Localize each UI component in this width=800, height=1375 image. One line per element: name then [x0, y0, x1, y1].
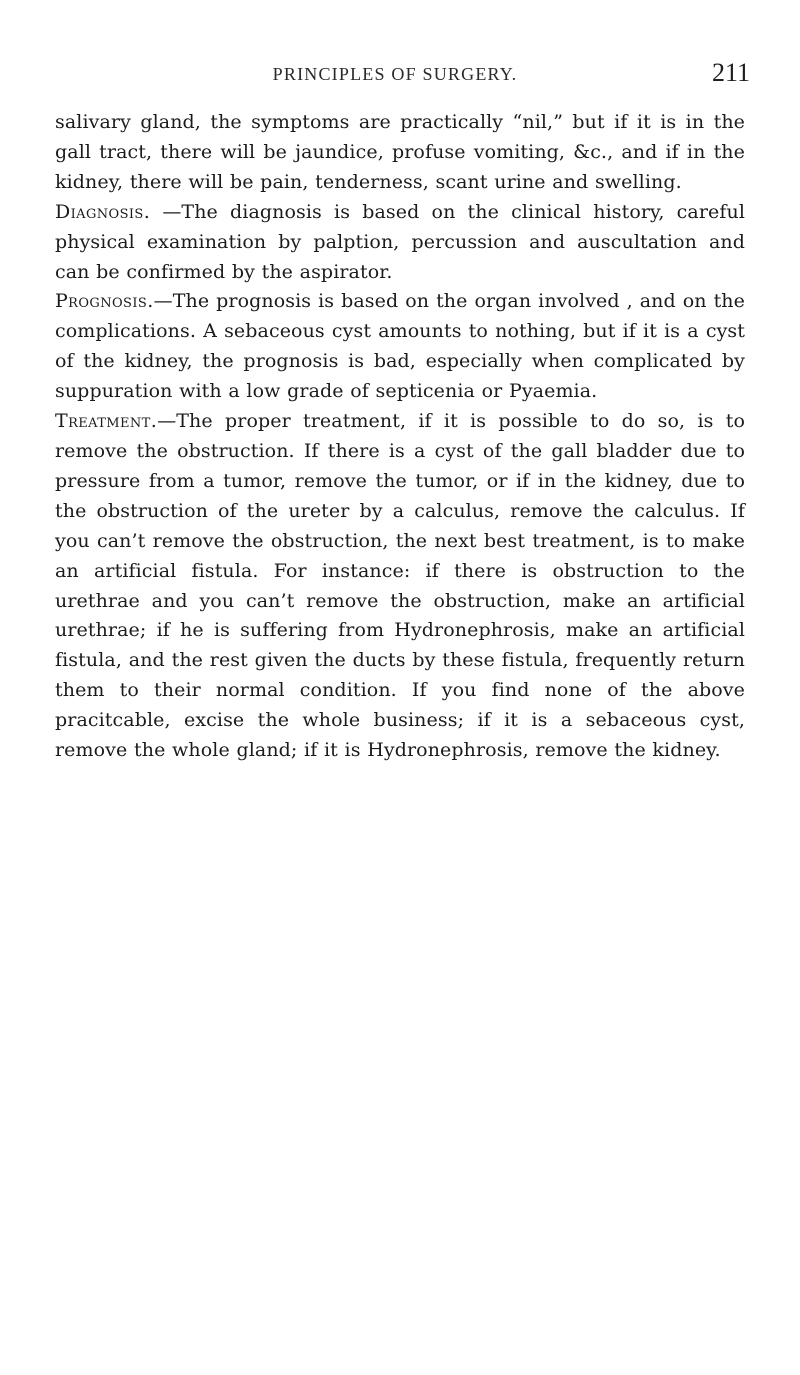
- paragraph-treatment-text: —The proper treatment, if it is possible to do so, is to remove the obstruction. If there is a cyst of the gall bladder due to pressure from a tumor, remove the tumor, or if in the kidney, due to the obstruction of the ureter by a calculus, remove the calculus. If you can’t remove the obstruction, the next best treatment, is to make an artificial fistula. For instance: if there is obstruction to the urethrae and you can’t remove the obstruction, make an artificial urethrae; if he is suffering from Hydronephrosis, make an artificial fistula, and the rest given the ducts by these fistula, frequently return them to their normal condition. If you find none of the above pracitcable, excise the whole business; if it is a sebaceous cyst, remove the whole gland; if it is Hydronephrosis, remove the kidney.: [55, 410, 745, 762]
- paragraph-symptoms-text: salivary gland, the symptoms are practically “nil,” but if it is in the gall tract, there will be jaundice, profuse vomiting, &c., and if in the kidney, there will be pain, tenderness, scant urine and swelling.: [55, 111, 745, 193]
- paragraph-prognosis: [55, 287, 745, 407]
- heading-diagnosis: Diagnosis.: [55, 200, 151, 223]
- page-number: 211: [711, 58, 750, 87]
- paragraph-diagnosis: [55, 198, 745, 288]
- running-head: PRINCIPLES OF SURGERY.: [272, 64, 518, 84]
- page-header: [40, 58, 750, 96]
- paragraph-treatment: [55, 407, 745, 766]
- paragraph-diagnosis-text: —The diagnosis is based on the clinical history, careful physical examination by palption, percussion and auscultation and can be confirmed by the aspirator.: [55, 200, 745, 283]
- body-text: [55, 108, 745, 766]
- heading-treatment: Treatment.: [55, 410, 158, 433]
- paragraph-prognosis-text: —The prognosis is based on the organ involved , and on the complications. A sebaceous cyst amounts to nothing, but if it is a cyst of the kidney, the prognosis is bad, especially when complicated by suppuration with a low grade of septicenia or Pyaemia.: [55, 290, 745, 403]
- paragraph-symptoms: [55, 108, 745, 198]
- heading-prognosis: Prognosis.: [55, 290, 154, 313]
